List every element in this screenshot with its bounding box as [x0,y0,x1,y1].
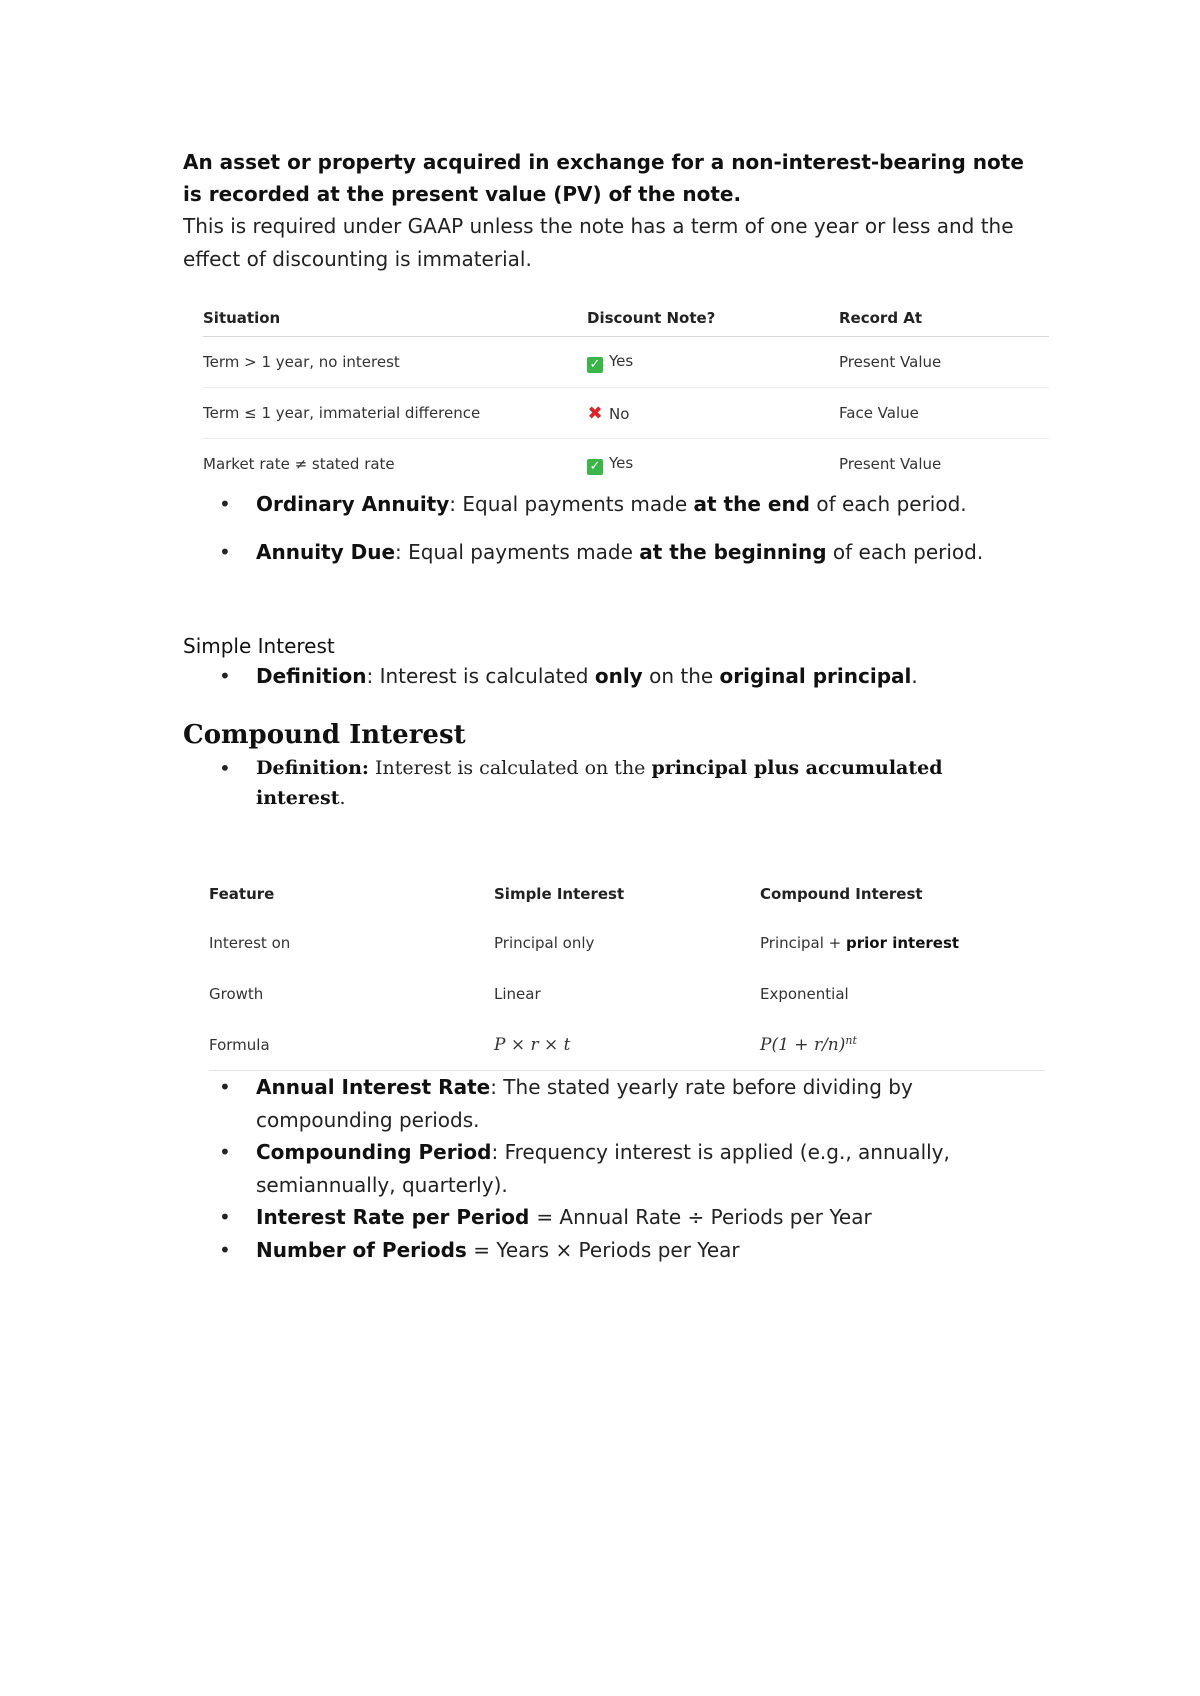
bullet-icon: • [219,1140,231,1164]
header-feature: Feature [209,885,275,903]
annuity-text: of each period. [810,492,967,516]
document-page [183,146,1033,1266]
bullet-icon: • [219,756,231,780]
compound-formula: P(1 + r/n) [760,1035,846,1055]
header-compound-interest: Compound Interest [760,885,923,903]
compound-emphasis: prior interest [846,933,960,952]
rate-terms-list [183,1071,1033,1266]
x-icon: ✖ [587,402,603,424]
simple-formula: P × r × t [494,1034,571,1055]
term-text: = Annual Rate ÷ Periods per Year [536,1205,872,1229]
term-text: : Frequency interest is applied (e.g., annually, semiannually, quarterly). [256,1140,950,1197]
cell-discount [587,439,839,490]
definition-text: . [339,787,346,809]
compound-interest-heading: Compound Interest [183,720,466,750]
header-situation: Situation [203,306,587,337]
intro-paragraph: This is required under GAAP unless the note has a term of one year or less and the effect of discounting is immaterial. [183,214,1014,271]
cell-discount [587,388,839,439]
simple-interest-heading: Simple Interest [183,634,335,658]
table-row [203,439,1049,490]
simple-interest-list [183,661,1033,691]
definition-text: on the [642,664,720,688]
bullet-icon: • [219,1075,231,1099]
annuity-emphasis: at the end [693,492,810,516]
definition-term: Definition: [256,757,369,779]
definition-term: Definition [256,664,367,688]
bullet-icon: • [219,664,231,688]
intro-bold-paragraph: An asset or property acquired in exchange for a non-interest-bearing note is recorded at the present value (PV) of the note. [183,150,1024,206]
discount-value: Yes [609,453,634,472]
cell-record: Face Value [839,388,1049,439]
table-row [203,388,1049,439]
definition-text: : Interest is calculated [366,664,595,688]
bullet-icon: • [219,492,231,516]
list-item [183,1071,1033,1136]
definition-text: . [911,664,918,688]
cell-feature: Formula [209,1019,494,1071]
discount-value: Yes [609,351,634,370]
table-row [209,1019,1045,1071]
discount-value: No [609,404,630,423]
cell-compound [760,968,1045,1019]
table-header-row [203,306,1049,337]
cell-situation: Term > 1 year, no interest [203,337,587,388]
annuity-emphasis: at the beginning [639,540,827,564]
cell-compound-formula [760,1019,1045,1071]
cell-record: Present Value [839,455,942,473]
term-label: Annual Interest Rate [256,1075,491,1099]
annuity-term: Ordinary Annuity [256,492,450,516]
compound-text: Exponential [760,984,849,1003]
table-row [209,917,1045,968]
term-label: Interest Rate per Period [256,1205,537,1229]
list-item [183,537,1033,567]
annuity-list [183,489,1033,567]
list-item [183,661,1033,691]
definition-emphasis: principal plus accumulated interest [256,757,943,809]
list-item [183,1136,1033,1201]
term-label: Number of Periods [256,1237,467,1262]
annuity-text: : Equal payments made [449,492,694,516]
check-icon: ✓ [587,459,603,475]
compound-interest-list [183,753,1033,813]
header-simple-interest: Simple Interest [494,885,625,903]
cell-feature: Interest on [209,933,291,952]
interest-comparison-table [209,879,1045,1071]
bullet-icon: • [219,1237,231,1262]
definition-emphasis: original principal [719,664,912,688]
bullet-icon: • [219,540,231,564]
cell-record: Present Value [839,337,1049,388]
table-row [209,968,1045,1019]
cell-situation: Market rate ≠ stated rate [203,455,395,473]
cell-simple-formula [494,1019,760,1071]
table-header-row [209,879,1045,917]
compound-formula-exponent: nt [845,1034,857,1047]
cell-compound [760,917,1045,968]
annuity-text: : Equal payments made [395,540,640,564]
annuity-text: of each period. [826,540,984,564]
term-text: : The stated yearly rate before dividing by compounding periods. [256,1075,913,1132]
cell-situation: Term ≤ 1 year, immaterial difference [203,388,587,439]
cell-discount [587,337,839,388]
list-item [183,1201,1033,1234]
bullet-icon: • [219,1205,231,1229]
annuity-term: Annuity Due [256,540,396,564]
cell-simple: Principal only [494,933,595,952]
list-item [183,753,1033,813]
cell-simple: Linear [494,984,541,1003]
header-record-at: Record At [839,306,1049,337]
definition-text: Interest is calculated on the [368,757,652,779]
cell-feature: Growth [209,984,264,1003]
term-text: = Years × Periods per Year [466,1237,740,1262]
table-row [203,337,1049,388]
list-item [183,489,1033,519]
compound-text: Principal + [760,933,847,952]
note-discount-table [203,306,1049,489]
definition-emphasis: only [594,664,643,688]
header-discount-note: Discount Note? [587,306,839,337]
term-label: Compounding Period [256,1140,492,1164]
list-item [183,1234,1033,1267]
check-icon: ✓ [587,357,603,373]
